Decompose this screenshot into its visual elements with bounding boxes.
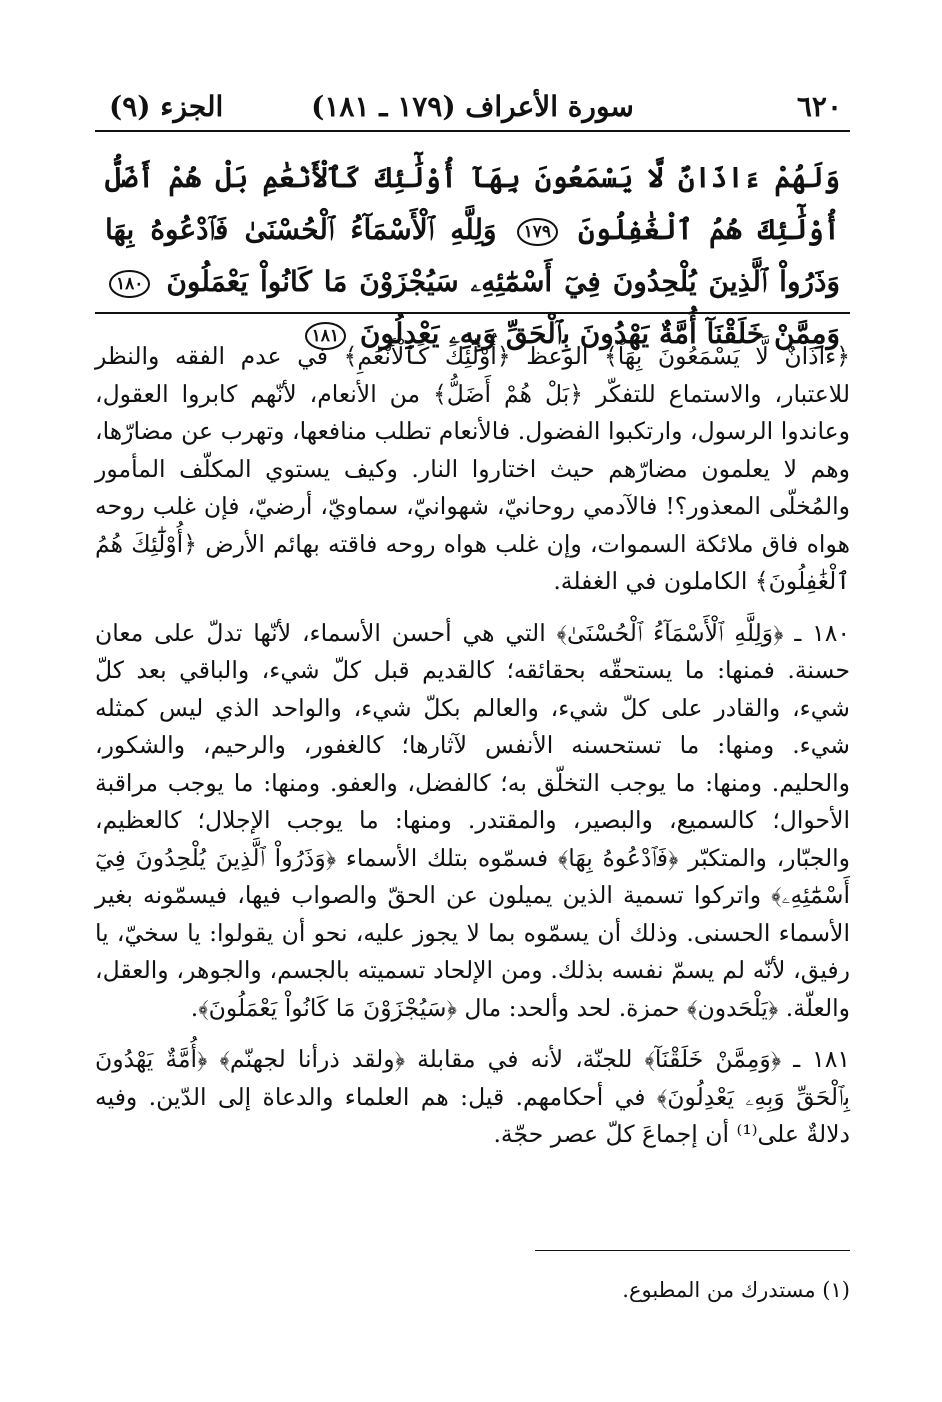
ayah-marker-179: ١٧٩ bbox=[517, 218, 558, 246]
header-rule bbox=[95, 130, 850, 132]
commentary-paragraph-181: ١٨١ ـ ﴿وَمِمَّنْ خَلَقْنَآ﴾ للجنّة، لأنه في مقابلة ﴿ولقد ذرأنا لجهنّم﴾ ﴿أُمَّةٌ يَهْدُونَ بِٱلْحَقِّ وَبِهِۦ يَعْدِلُونَ﴾ في أحكامهم. قيل: هم العلماء والدعاة إلى الدّين. وفيه دلالةٌ على⁽¹⁾ أن إجماعَ كلّ عصر حجّة. bbox=[95, 1045, 850, 1148]
verse-179-text: وَلَهُمْ ءَاذَانٌ لَّا يَسْمَعُونَ بِهَآ أُوْلَٰٓئِكَ كَٱلْأَنْعَٰمِ بَلْ هُمْ أَضَلُّ أُوْلَٰٓئِكَ هُمُ ٱلْغَٰفِلُونَ bbox=[105, 161, 841, 246]
verse-181-text: وَمِمَّنْ خَلَقْنَآ أُمَّةٌ يَهْدُونَ بِٱلْحَقِّ وَبِهِۦ يَعْدِلُونَ bbox=[359, 317, 840, 350]
verses-rule bbox=[95, 312, 850, 314]
commentary bbox=[95, 338, 850, 1168]
ayah-marker-181: ١٨١ bbox=[305, 322, 346, 350]
juz-label: الجزء (٩) bbox=[109, 90, 224, 123]
surah-title: سورة الأعراف (١٧٩ ـ ١٨١) bbox=[311, 90, 634, 123]
commentary-paragraph-180: ١٨٠ ـ ﴿وَلِلَّهِ ٱلْأَسْمَآءُ ٱلْحُسْنَىٰ﴾ التي هي أحسن الأسماء، لأنّها تدلّ على معان حسنة. فمنها: ما يستحقّه بحقائقه؛ كالقديم قبل كلّ شيء، والباقي بعد كلّ شيء، والقادر على كلّ شيء، والعالم بكلّ شيء، والواحد الذي ليس كمثله شيء. ومنها: ما تستحسنه الأنفس لآثارها؛ كالغفور، والرحيم، والشكور، والحليم. ومنها: ما يوجب التخلّق به؛ كالفضل، والعفو. ومنها: ما يوجب مراقبة الأحوال؛ كالسميع، والبصير، والمقتدر. ومنها: ما يوجب الإجلال؛ كالعظيم، والجبّار، والمتكبّر ﴿فَٱدْعُوهُ بِهَا﴾ فسمّوه بتلك الأسماء ﴿وَذَرُواْ ٱلَّذِينَ يُلْحِدُونَ فِيٓ أَسْمَٰٓئِهِۦ﴾ واتركوا تسمية الذين يميلون عن الحقّ والصواب فيها، فيسمّونه بغير الأسماء الحسنى. وذلك أن يسمّوه بما لا يجوز عليه، نحو أن يقولوا: يا سخيّ، يا رفيق، لأنّه لم يسمّ نفسه بذلك. ومن الإلحاد تسميته بالجسم، والجوهر، والعقل، والعلّة. ﴿يَلْحَدون﴾ حمزة. لحد وألحد: مال ﴿سَيُجْزَوْنَ مَا كَانُواْ يَعْمَلُونَ﴾. bbox=[95, 618, 850, 1022]
page-header bbox=[95, 80, 850, 130]
footnote-rule bbox=[535, 1250, 850, 1251]
verse-180-text: وَلِلَّهِ ٱلْأَسْمَآءُ ٱلْحُسْنَىٰ فَٱدْعُوهُ بِهَا وَذَرُواْ ٱلَّذِينَ يُلْحِدُونَ فِيٓ أَسْمَٰٓئِهِۦ سَيُجْزَوْنَ مَا كَانُواْ يَعْمَلُونَ bbox=[105, 213, 840, 298]
commentary-paragraph-179: ﴿ءَاذَانٌ لَّا يَسْمَعُونَ بِهَآ﴾ الوعظ ﴿أُوْلَٰٓئِكَ كَٱلْأَنْعَٰمِ﴾ في عدم الفقه والنظر للاعتبار، والاستماع للتفكّر ﴿بَلْ هُمْ أَضَلُّ﴾ من الأنعام، لأنّهم كابروا العقول، وعاندوا الرسول، وارتكبوا الفضول. فالأنعام تطلب منافعها، وتهرب عن مضارّها، وهم لا يعلمون مضارّهم حيث اختاروا النار. وكيف يستوي المكلّف المأمور والمُخلّى المعذور؟! فالآدمي روحانيّ، شهوانيّ، سماويّ، أرضيّ، فإن غلب روحه هواه فاق ملائكة السموات، وإن غلب هواه روحه فاقته بهائم الأرض ﴿أُوْلَٰٓئِكَ هُمُ ٱلْغَٰفِلُونَ﴾ الكاملون في الغفلة. bbox=[95, 342, 850, 595]
page-number: ٦٢٠ bbox=[796, 90, 842, 123]
footnote: (١) مستدرك من المطبوع. bbox=[622, 1278, 850, 1302]
book-page bbox=[95, 80, 850, 1320]
quran-verses bbox=[105, 152, 840, 360]
ayah-marker-180: ١٨٠ bbox=[109, 270, 150, 298]
